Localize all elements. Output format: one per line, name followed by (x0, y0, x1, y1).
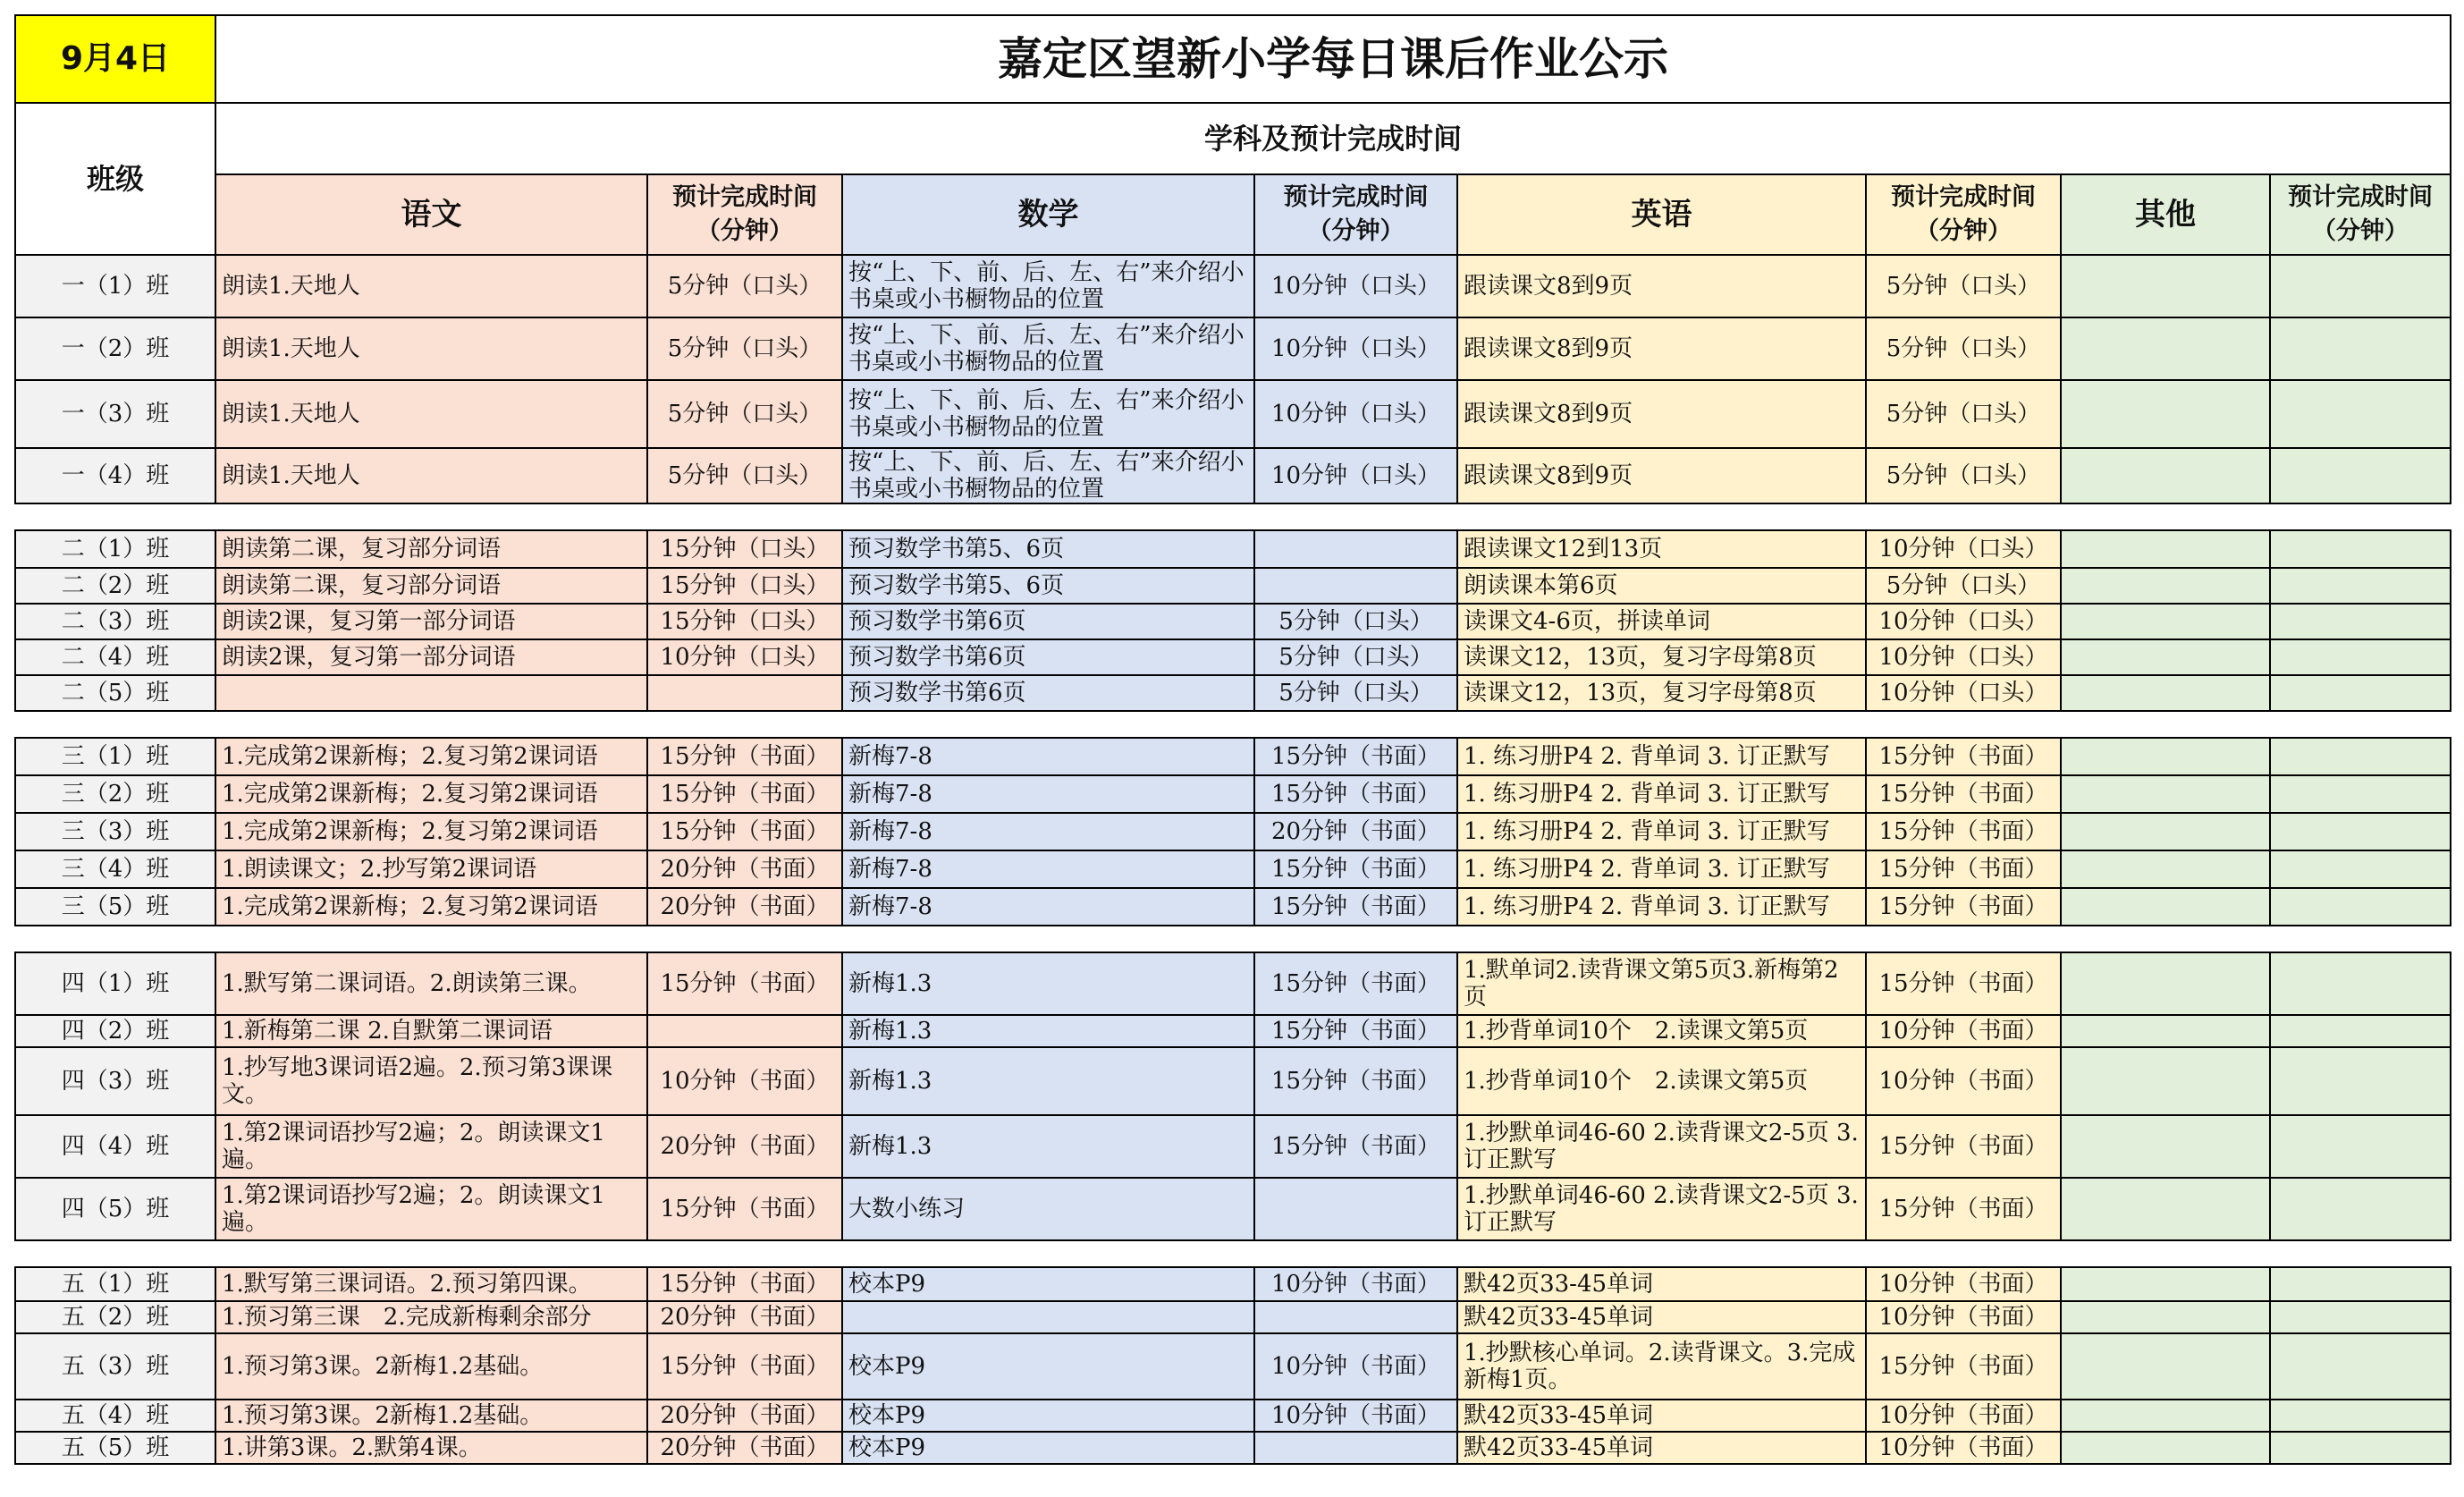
class-cell: 三（2）班 (15, 775, 215, 813)
other-task (2061, 850, 2270, 888)
chinese-time: 20分钟（书面） (647, 1301, 842, 1333)
spacer-cell (1866, 926, 2061, 952)
class-cell: 五（3）班 (15, 1333, 215, 1400)
spacer-cell (1254, 503, 1457, 530)
chinese-time: 20分钟（书面） (647, 1115, 842, 1178)
english-time: 10分钟（口头） (1866, 639, 2061, 675)
english-task: 跟读课文8到9页 (1457, 255, 1866, 317)
chinese-task: 1.讲第3课。2.默第4课。 (215, 1432, 647, 1464)
english-time: 10分钟（书面） (1866, 1267, 2061, 1301)
math-time-header: 预计完成时间 （分钟） (1254, 174, 1457, 255)
spacer-cell (2061, 503, 2270, 530)
chinese-time-header: 预计完成时间 （分钟） (647, 174, 842, 255)
english-time: 15分钟（书面） (1866, 952, 2061, 1015)
other-time (2270, 1047, 2451, 1115)
other-task (2061, 317, 2270, 380)
table-row (15, 380, 2451, 448)
math-task: 新梅7-8 (842, 813, 1254, 850)
english-time: 10分钟（口头） (1866, 530, 2061, 568)
other-task (2061, 738, 2270, 775)
chinese-task: 1.默写第二课词语。2.朗读第三课。 (215, 952, 647, 1015)
other-time (2270, 448, 2451, 503)
chinese-task: 1.完成第2课新梅；2.复习第2课词语 (215, 888, 647, 926)
spacer-cell (842, 1240, 1254, 1267)
group-spacer (15, 926, 2451, 952)
table-row (15, 1432, 2451, 1464)
subjects-header: 学科及预计完成时间 (215, 103, 2451, 174)
english-time: 15分钟（书面） (1866, 888, 2061, 926)
english-time: 10分钟（口头） (1866, 675, 2061, 711)
class-cell: 一（1）班 (15, 255, 215, 317)
other-time (2270, 1015, 2451, 1047)
math-time: 15分钟（书面） (1254, 850, 1457, 888)
math-task: 按“上、下、前、后、左、右”来介绍小书桌或小书橱物品的位置 (842, 317, 1254, 380)
class-cell: 一（4）班 (15, 448, 215, 503)
other-time (2270, 1115, 2451, 1178)
spacer-cell (15, 503, 215, 530)
class-cell: 二（2）班 (15, 568, 215, 604)
english-task: 1.抄默单词46-60 2.读背课文2-5页 3.订正默写 (1457, 1115, 1866, 1178)
class-cell: 四（1）班 (15, 952, 215, 1015)
spacer-cell (2061, 711, 2270, 738)
math-time: 10分钟（书面） (1254, 1267, 1457, 1301)
spacer-cell (2270, 503, 2451, 530)
english-task: 1.抄背单词10个 2.读课文第5页 (1457, 1047, 1866, 1115)
class-cell: 一（2）班 (15, 317, 215, 380)
english-task: 朗读课本第6页 (1457, 568, 1866, 604)
english-task: 读课文4-6页，拼读单词 (1457, 604, 1866, 639)
english-time: 5分钟（口头） (1866, 380, 2061, 448)
class-cell: 五（4）班 (15, 1400, 215, 1432)
other-task (2061, 255, 2270, 317)
other-time (2270, 639, 2451, 675)
math-task: 预习数学书第6页 (842, 604, 1254, 639)
chinese-time: 15分钟（书面） (647, 738, 842, 775)
math-task: 预习数学书第6页 (842, 675, 1254, 711)
chinese-time: 20分钟（书面） (647, 1400, 842, 1432)
table-row (15, 317, 2451, 380)
spacer-cell (1254, 711, 1457, 738)
chinese-time: 5分钟（口头） (647, 317, 842, 380)
table-row (15, 675, 2451, 711)
chinese-time: 15分钟（口头） (647, 604, 842, 639)
math-time: 15分钟（书面） (1254, 1115, 1457, 1178)
class-cell: 一（3）班 (15, 380, 215, 448)
english-time: 15分钟（书面） (1866, 738, 2061, 775)
group-spacer (15, 1240, 2451, 1267)
chinese-task: 朗读1.天地人 (215, 380, 647, 448)
math-time: 15分钟（书面） (1254, 1047, 1457, 1115)
chinese-task: 朗读第二课，复习部分词语 (215, 530, 647, 568)
other-time (2270, 1400, 2451, 1432)
math-time: 10分钟（口头） (1254, 317, 1457, 380)
english-task: 1. 练习册P4 2. 背单词 3. 订正默写 (1457, 813, 1866, 850)
spacer-cell (2270, 711, 2451, 738)
other-time (2270, 1178, 2451, 1240)
math-task: 新梅1.3 (842, 1047, 1254, 1115)
chinese-task: 朗读1.天地人 (215, 317, 647, 380)
math-time: 5分钟（口头） (1254, 675, 1457, 711)
spacer-cell (1866, 503, 2061, 530)
english-time: 10分钟（书面） (1866, 1047, 2061, 1115)
other-time (2270, 738, 2451, 775)
english-task: 读课文12，13页，复习字母第8页 (1457, 639, 1866, 675)
other-time (2270, 530, 2451, 568)
table-row (15, 1301, 2451, 1333)
chinese-task: 朗读2课，复习第一部分词语 (215, 604, 647, 639)
chinese-task: 1.抄写地3课词语2遍。2.预习第3课课文。 (215, 1047, 647, 1115)
table-row (15, 850, 2451, 888)
english-time: 10分钟（书面） (1866, 1015, 2061, 1047)
table-row (15, 1178, 2451, 1240)
english-time: 15分钟（书面） (1866, 813, 2061, 850)
chinese-task: 1.第2课词语抄写2遍；2。朗读课文1遍。 (215, 1178, 647, 1240)
chinese-header: 语文 (215, 174, 647, 255)
spacer-cell (1254, 926, 1457, 952)
chinese-time: 5分钟（口头） (647, 255, 842, 317)
chinese-time: 10分钟（口头） (647, 639, 842, 675)
class-cell: 五（1）班 (15, 1267, 215, 1301)
spacer-cell (215, 711, 647, 738)
other-time (2270, 675, 2451, 711)
other-task (2061, 1432, 2270, 1464)
math-time: 20分钟（书面） (1254, 813, 1457, 850)
class-cell: 四（2）班 (15, 1015, 215, 1047)
spacer-cell (1457, 503, 1866, 530)
other-task (2061, 1333, 2270, 1400)
math-time: 15分钟（书面） (1254, 1015, 1457, 1047)
other-time (2270, 813, 2451, 850)
english-time: 5分钟（口头） (1866, 317, 2061, 380)
math-task: 新梅7-8 (842, 850, 1254, 888)
other-task (2061, 1301, 2270, 1333)
other-task (2061, 448, 2270, 503)
other-task (2061, 1400, 2270, 1432)
spacer-cell (15, 1240, 215, 1267)
table-row (15, 888, 2451, 926)
spacer-cell (215, 503, 647, 530)
math-task: 新梅7-8 (842, 775, 1254, 813)
class-cell: 五（2）班 (15, 1301, 215, 1333)
chinese-task: 朗读1.天地人 (215, 448, 647, 503)
math-task: 新梅1.3 (842, 1115, 1254, 1178)
other-task (2061, 604, 2270, 639)
english-task: 默42页33-45单词 (1457, 1432, 1866, 1464)
table-row (15, 1015, 2451, 1047)
math-task: 按“上、下、前、后、左、右”来介绍小书桌或小书橱物品的位置 (842, 255, 1254, 317)
other-task (2061, 1047, 2270, 1115)
english-time: 5分钟（口头） (1866, 448, 2061, 503)
english-time-header: 预计完成时间 （分钟） (1866, 174, 2061, 255)
math-time: 10分钟（书面） (1254, 1400, 1457, 1432)
math-task (842, 1301, 1254, 1333)
spacer-cell (215, 1240, 647, 1267)
math-time: 15分钟（书面） (1254, 775, 1457, 813)
math-header: 数学 (842, 174, 1254, 255)
english-time: 10分钟（书面） (1866, 1301, 2061, 1333)
english-task: 1.抄默单词46-60 2.读背课文2-5页 3.订正默写 (1457, 1178, 1866, 1240)
table-row (15, 738, 2451, 775)
spacer-cell (2061, 1240, 2270, 1267)
spacer-cell (647, 711, 842, 738)
english-task: 默42页33-45单词 (1457, 1267, 1866, 1301)
math-time (1254, 1432, 1457, 1464)
math-time: 15分钟（书面） (1254, 888, 1457, 926)
english-task: 1. 练习册P4 2. 背单词 3. 订正默写 (1457, 888, 1866, 926)
english-task: 默42页33-45单词 (1457, 1301, 1866, 1333)
chinese-task: 1.新梅第二课 2.自默第二课词语 (215, 1015, 647, 1047)
other-time (2270, 1301, 2451, 1333)
page-title: 嘉定区望新小学每日课后作业公示 (215, 15, 2451, 103)
english-task: 1.默单词2.读背课文第5页3.新梅第2页 (1457, 952, 1866, 1015)
math-time: 15分钟（书面） (1254, 952, 1457, 1015)
math-time (1254, 568, 1457, 604)
homework-table (14, 14, 2451, 1465)
english-time: 10分钟（书面） (1866, 1400, 2061, 1432)
spacer-cell (647, 503, 842, 530)
other-task (2061, 639, 2270, 675)
spacer-cell (647, 926, 842, 952)
other-task (2061, 530, 2270, 568)
math-time: 10分钟（口头） (1254, 380, 1457, 448)
group-spacer (15, 711, 2451, 738)
english-header: 英语 (1457, 174, 1866, 255)
math-task: 新梅1.3 (842, 952, 1254, 1015)
chinese-task: 1.预习第三课 2.完成新梅剩余部分 (215, 1301, 647, 1333)
math-time: 5分钟（口头） (1254, 639, 1457, 675)
spacer-cell (15, 711, 215, 738)
class-cell: 三（1）班 (15, 738, 215, 775)
chinese-task: 1.完成第2课新梅；2.复习第2课词语 (215, 775, 647, 813)
other-task (2061, 1267, 2270, 1301)
spacer-cell (1866, 711, 2061, 738)
class-cell: 三（5）班 (15, 888, 215, 926)
chinese-time: 5分钟（口头） (647, 448, 842, 503)
math-time: 10分钟（口头） (1254, 448, 1457, 503)
class-cell: 二（1）班 (15, 530, 215, 568)
math-task: 校本P9 (842, 1333, 1254, 1400)
chinese-task: 朗读第二课，复习部分词语 (215, 568, 647, 604)
class-cell: 三（4）班 (15, 850, 215, 888)
chinese-time: 20分钟（书面） (647, 850, 842, 888)
math-task: 预习数学书第6页 (842, 639, 1254, 675)
other-time (2270, 604, 2451, 639)
other-time (2270, 380, 2451, 448)
math-task: 校本P9 (842, 1432, 1254, 1464)
math-time: 5分钟（口头） (1254, 604, 1457, 639)
other-time (2270, 775, 2451, 813)
math-task: 按“上、下、前、后、左、右”来介绍小书桌或小书橱物品的位置 (842, 380, 1254, 448)
chinese-time: 20分钟（书面） (647, 1432, 842, 1464)
math-time (1254, 1301, 1457, 1333)
spacer-cell (215, 926, 647, 952)
english-time: 15分钟（书面） (1866, 850, 2061, 888)
other-time-header: 预计完成时间 （分钟） (2270, 174, 2451, 255)
chinese-task: 1.第2课词语抄写2遍；2。朗读课文1遍。 (215, 1115, 647, 1178)
table-row (15, 255, 2451, 317)
chinese-task (215, 675, 647, 711)
chinese-time: 15分钟（口头） (647, 530, 842, 568)
table-row (15, 1400, 2451, 1432)
chinese-task: 1.预习第3课。2新梅1.2基础。 (215, 1400, 647, 1432)
table-row (15, 1115, 2451, 1178)
group-spacer (15, 503, 2451, 530)
other-task (2061, 675, 2270, 711)
math-task: 预习数学书第5、6页 (842, 568, 1254, 604)
english-task: 1. 练习册P4 2. 背单词 3. 订正默写 (1457, 738, 1866, 775)
chinese-time: 5分钟（口头） (647, 380, 842, 448)
spacer-cell (15, 926, 215, 952)
chinese-time: 15分钟（口头） (647, 568, 842, 604)
english-task: 1. 练习册P4 2. 背单词 3. 订正默写 (1457, 850, 1866, 888)
math-task: 按“上、下、前、后、左、右”来介绍小书桌或小书橱物品的位置 (842, 448, 1254, 503)
spacer-cell (2270, 926, 2451, 952)
table-row (15, 530, 2451, 568)
other-time (2270, 317, 2451, 380)
math-task: 新梅7-8 (842, 738, 1254, 775)
english-time: 10分钟（口头） (1866, 604, 2061, 639)
chinese-time (647, 675, 842, 711)
english-task: 跟读课文8到9页 (1457, 380, 1866, 448)
table-row (15, 568, 2451, 604)
spacer-cell (1457, 711, 1866, 738)
math-task: 大数小练习 (842, 1178, 1254, 1240)
chinese-task: 1.朗读课文；2.抄写第2课词语 (215, 850, 647, 888)
spacer-cell (1866, 1240, 2061, 1267)
math-time: 15分钟（书面） (1254, 738, 1457, 775)
other-task (2061, 888, 2270, 926)
spacer-cell (1457, 926, 1866, 952)
chinese-task: 朗读1.天地人 (215, 255, 647, 317)
class-cell: 二（4）班 (15, 639, 215, 675)
english-time: 5分钟（口头） (1866, 255, 2061, 317)
english-time: 15分钟（书面） (1866, 1115, 2061, 1178)
other-header: 其他 (2061, 174, 2270, 255)
chinese-time: 15分钟（书面） (647, 952, 842, 1015)
math-time (1254, 1178, 1457, 1240)
english-task: 1.抄背单词10个 2.读课文第5页 (1457, 1015, 1866, 1047)
class-cell: 四（5）班 (15, 1178, 215, 1240)
other-task (2061, 813, 2270, 850)
other-time (2270, 1333, 2451, 1400)
spacer-cell (842, 711, 1254, 738)
table-row (15, 952, 2451, 1015)
table-row (15, 604, 2451, 639)
class-cell: 四（4）班 (15, 1115, 215, 1178)
math-time: 10分钟（书面） (1254, 1333, 1457, 1400)
other-task (2061, 1115, 2270, 1178)
chinese-time: 20分钟（书面） (647, 888, 842, 926)
math-task: 新梅1.3 (842, 1015, 1254, 1047)
class-header: 班级 (15, 103, 215, 255)
chinese-task: 1.完成第2课新梅；2.复习第2课词语 (215, 813, 647, 850)
chinese-task: 朗读2课，复习第一部分词语 (215, 639, 647, 675)
english-task: 默42页33-45单词 (1457, 1400, 1866, 1432)
other-time (2270, 952, 2451, 1015)
math-task: 校本P9 (842, 1400, 1254, 1432)
chinese-time: 15分钟（书面） (647, 1267, 842, 1301)
chinese-task: 1.预习第3课。2新梅1.2基础。 (215, 1333, 647, 1400)
math-task: 预习数学书第5、6页 (842, 530, 1254, 568)
spacer-cell (1254, 1240, 1457, 1267)
class-cell: 二（5）班 (15, 675, 215, 711)
english-task: 跟读课文12到13页 (1457, 530, 1866, 568)
class-cell: 二（3）班 (15, 604, 215, 639)
other-task (2061, 1178, 2270, 1240)
class-cell: 四（3）班 (15, 1047, 215, 1115)
table-row (15, 1267, 2451, 1301)
table-row (15, 448, 2451, 503)
chinese-time (647, 1015, 842, 1047)
english-task: 1.抄默核心单词。2.读背课文。3.完成新梅1页。 (1457, 1333, 1866, 1400)
class-cell: 五（5）班 (15, 1432, 215, 1464)
chinese-time: 15分钟（书面） (647, 1178, 842, 1240)
english-task: 跟读课文8到9页 (1457, 317, 1866, 380)
chinese-task: 1.默写第三课词语。2.预习第四课。 (215, 1267, 647, 1301)
other-task (2061, 1015, 2270, 1047)
date-cell: 9月4日 (15, 15, 215, 103)
spacer-cell (647, 1240, 842, 1267)
chinese-time: 10分钟（书面） (647, 1047, 842, 1115)
other-task (2061, 380, 2270, 448)
class-cell: 三（3）班 (15, 813, 215, 850)
table-row (15, 639, 2451, 675)
english-time: 15分钟（书面） (1866, 775, 2061, 813)
english-task: 跟读课文8到9页 (1457, 448, 1866, 503)
math-task: 新梅7-8 (842, 888, 1254, 926)
other-time (2270, 255, 2451, 317)
english-time: 10分钟（书面） (1866, 1432, 2061, 1464)
table-row (15, 1047, 2451, 1115)
other-time (2270, 568, 2451, 604)
other-time (2270, 850, 2451, 888)
spacer-cell (2061, 926, 2270, 952)
other-task (2061, 952, 2270, 1015)
spacer-cell (842, 926, 1254, 952)
english-time: 15分钟（书面） (1866, 1333, 2061, 1400)
chinese-task: 1.完成第2课新梅；2.复习第2课词语 (215, 738, 647, 775)
other-task (2061, 775, 2270, 813)
chinese-time: 15分钟（书面） (647, 775, 842, 813)
table-row (15, 1333, 2451, 1400)
english-time: 15分钟（书面） (1866, 1178, 2061, 1240)
spacer-cell (2270, 1240, 2451, 1267)
other-time (2270, 1267, 2451, 1301)
math-time: 10分钟（口头） (1254, 255, 1457, 317)
math-task: 校本P9 (842, 1267, 1254, 1301)
other-task (2061, 568, 2270, 604)
spacer-cell (842, 503, 1254, 530)
english-task: 读课文12，13页，复习字母第8页 (1457, 675, 1866, 711)
math-time (1254, 530, 1457, 568)
spacer-cell (1457, 1240, 1866, 1267)
chinese-time: 15分钟（书面） (647, 813, 842, 850)
english-time: 5分钟（口头） (1866, 568, 2061, 604)
chinese-time: 15分钟（书面） (647, 1333, 842, 1400)
other-time (2270, 1432, 2451, 1464)
table-row (15, 775, 2451, 813)
other-time (2270, 888, 2451, 926)
table-row (15, 813, 2451, 850)
english-task: 1. 练习册P4 2. 背单词 3. 订正默写 (1457, 775, 1866, 813)
